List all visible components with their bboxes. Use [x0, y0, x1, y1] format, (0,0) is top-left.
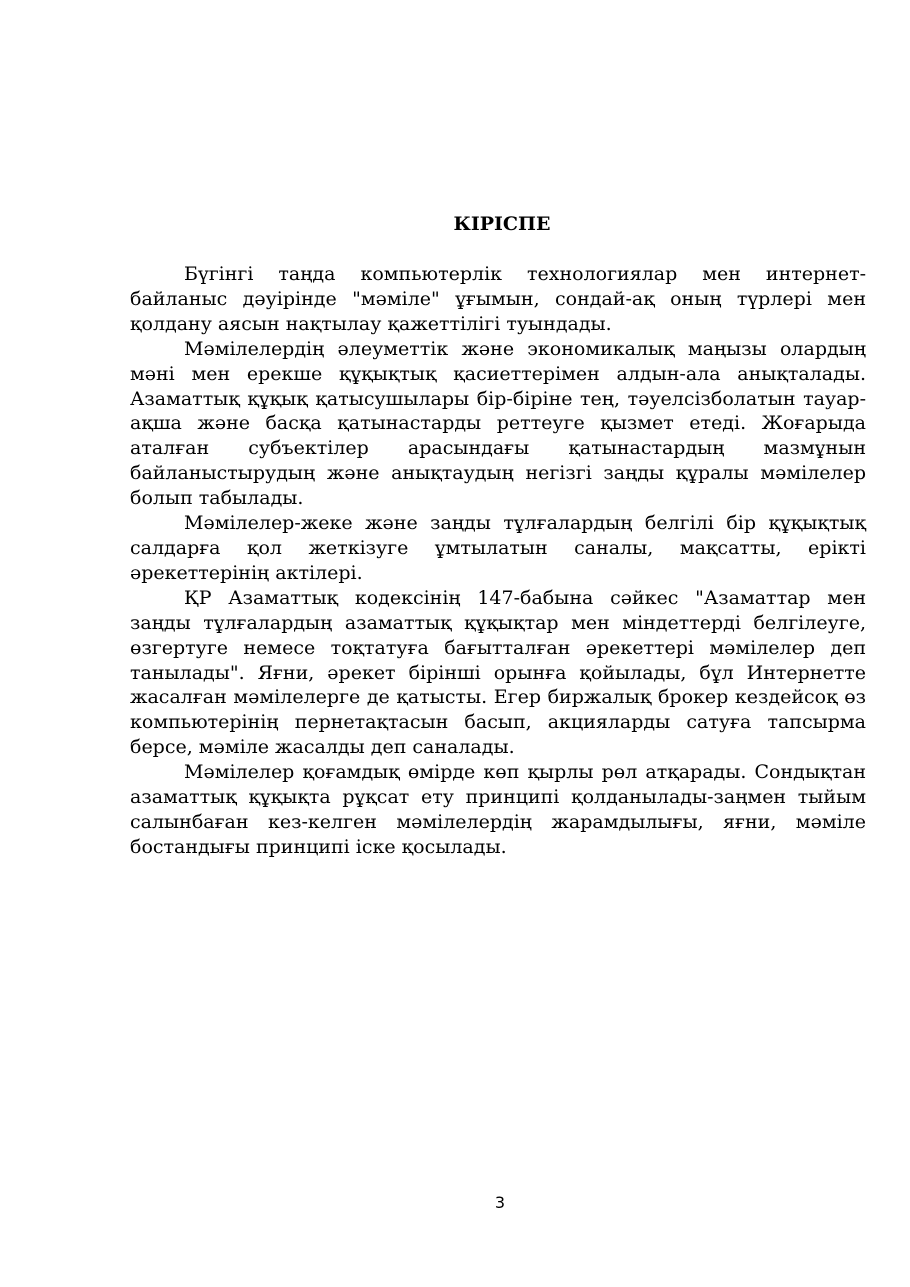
paragraph-3: Мәмілелер-жеке және заңды тұлғалардың белгілі бір құқықтық салдарға қол жеткізуге ұмтылатын саналы, мақсатты, ерікті әрекеттерінің актілері.	[130, 512, 866, 584]
document-title: КІРІСПЕ	[453, 213, 551, 235]
page-number: 3	[494, 1193, 506, 1212]
document-body	[130, 262, 866, 860]
paragraph-1: Бүгінгі таңда компьютерлік технологиялар мен интернет-байланыс дәуірінде "мәміле" ұғымын, сондай-ақ оның түрлері мен қолдану аясын нақтылау қажеттілігі туындады.	[130, 263, 866, 335]
paragraph-4: ҚР Азаматтық кодексінің 147-бабына сәйкес "Азаматтар мен заңды тұлғалардың азаматтық құқықтар мен міндеттерді белгілеуге, өзгертуге немесе тоқтатуға бағытталған әрекеттері мәмілелер деп танылады". Яғни, әрекет бірінші орынға қойылады, бұл Интернетте жасалған мәмілелерге де қатысты. Егер биржалық брокер кездейсоқ өз компьютерінің пернетақтасын басып, акцияларды сатуға тапсырма берсе, мәміле жасалды деп саналады.	[130, 586, 866, 759]
paragraph-5: Мәмілелер қоғамдық өмірде көп қырлы рөл атқарады. Сондықтан азаматтық құқықта рұқсат ету принципі қолданылады-заңмен тыйым салынбаған кез-келген мәмілелердің жарамдылығы, яғни, мәміле бостандығы принципі іске қосылады.	[130, 761, 866, 858]
paragraph-2: Мәмілелердің әлеуметтік және экономикалық маңызы олардың мәні мен ерекше құқықтық қасиеттерімен алдын-ала анықталады. Азаматтық құқық қатысушылары бір-біріне тең, тәуелсізболатын тауар-ақша және басқа қатынастарды реттеуге қызмет етеді. Жоғарыда аталған субъектілер арасындағы қатынастардың мазмұнын байланыстырудың және анықтаудың негізгі заңды құралы мәмілелер болып табылады.	[130, 337, 866, 510]
